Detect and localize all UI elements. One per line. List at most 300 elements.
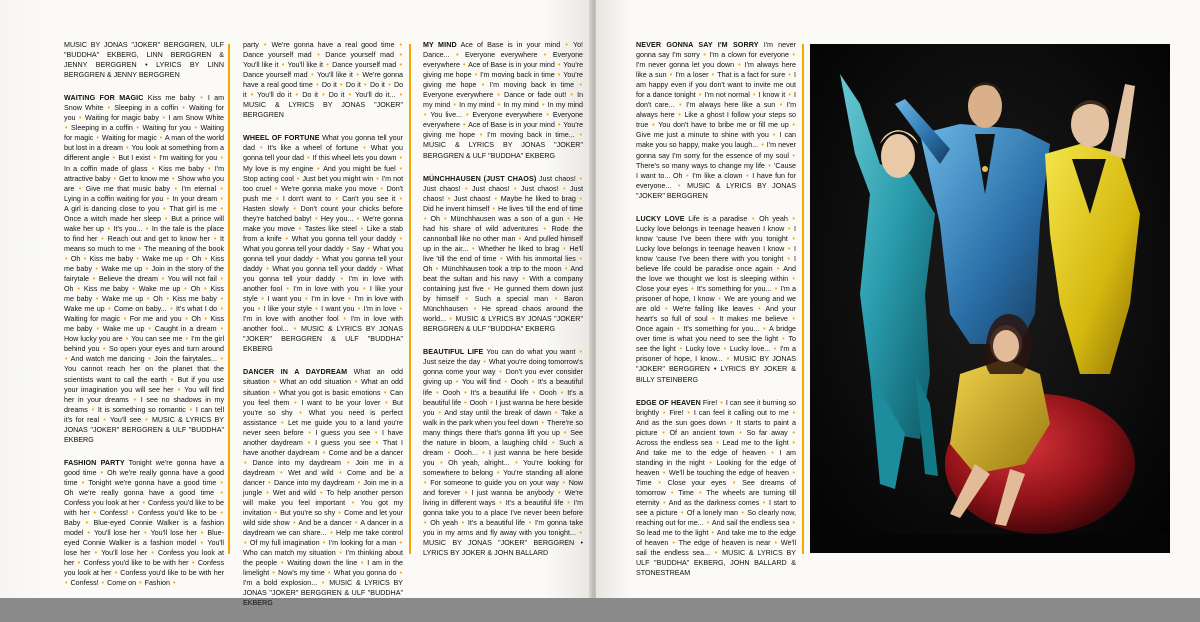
separator-dot: • (148, 325, 151, 334)
separator-dot: • (662, 408, 666, 417)
separator-dot: • (87, 529, 91, 538)
lyric-line: A man of the world but lost in a dream (64, 134, 225, 153)
separator-dot: • (132, 285, 135, 294)
separator-dot: • (424, 519, 427, 528)
separator-dot: • (706, 519, 710, 528)
separator-dot: • (328, 569, 331, 578)
lyric-line: Oh (64, 285, 74, 294)
lyric-line: Of a lonely man (686, 509, 738, 518)
separator-dot: • (144, 529, 147, 538)
separator-dot: • (145, 415, 148, 424)
lyric-line: Oooh... (454, 448, 478, 457)
separator-dot: • (679, 101, 682, 110)
lyric-line: You'll like it (243, 61, 279, 70)
lyric-line: Confess you look at her (64, 549, 225, 568)
separator-dot: • (96, 134, 99, 143)
song-credits: MUSIC & LYRICS BY JONAS "JOKER" BERGGREN & ULF "BUDDHA" EKBERG (423, 315, 583, 334)
separator-dot: • (788, 71, 791, 80)
separator-dot: • (133, 395, 136, 404)
separator-dot: • (492, 204, 495, 213)
separator-dot: • (788, 91, 791, 100)
separator-dot: • (776, 264, 780, 273)
lyric-line: I'm the girl behind you (64, 335, 225, 354)
separator-dot: • (114, 569, 118, 578)
separator-dot: • (718, 295, 721, 304)
lyric-line: Such a dream (423, 438, 584, 457)
separator-dot: • (557, 121, 561, 130)
separator-dot: • (383, 388, 387, 397)
lyric-line: In my mind (459, 101, 495, 110)
lyric-line: It is something so romantic (97, 405, 186, 414)
lyric-line: I'm like a clown (692, 171, 743, 180)
separator-dot: • (709, 458, 712, 467)
lyric-line: Fire! (702, 398, 718, 407)
lyric-line: I'm always here like a sun (636, 61, 797, 80)
lyric-line: Everyone everywhere (423, 111, 584, 130)
separator-dot: • (213, 234, 217, 243)
separator-dot: • (194, 124, 197, 133)
separator-dot: • (299, 408, 302, 417)
lyric-line: I'm in love with you (243, 295, 404, 314)
separator-dot: • (792, 315, 796, 324)
lyric-line: I'm eternal (181, 184, 217, 193)
separator-dot: • (257, 305, 261, 314)
lyric-line: I am Snow White (168, 114, 225, 123)
lyric-line: Lead me to the light (722, 438, 789, 447)
song-credits: MUSIC BY JONAS "JOKER" BERGGREN • LYRICS BY JOKER & BILLY STEINBERG (636, 355, 797, 384)
lyric-line: Oh (190, 285, 201, 294)
lyric-line: Hasten slowly (243, 204, 289, 213)
lyric-line: Say (352, 244, 365, 253)
separator-dot: • (146, 295, 150, 304)
song-block (243, 40, 403, 120)
lyric-line: Oooh (469, 398, 488, 407)
separator-dot: • (686, 171, 689, 180)
separator-dot: • (272, 569, 275, 578)
separator-dot: • (482, 448, 485, 457)
lyric-line: Reach out and get to know her (107, 234, 210, 243)
lyric-line: Fire! (669, 408, 684, 417)
lyric-line: For me and you (129, 315, 182, 324)
lyric-line: Kiss me baby (147, 94, 196, 103)
song-block (64, 93, 224, 445)
separator-dot: • (738, 61, 741, 70)
lyric-line: Once a witch made her sleep (64, 214, 161, 223)
lyric-line: In a coffin made of glass (64, 164, 148, 173)
separator-dot: • (399, 164, 403, 173)
separator-dot: • (326, 61, 329, 70)
lyric-line: Now's my time (278, 569, 325, 578)
lyric-line: Dance or fade out! (504, 91, 567, 100)
separator-dot: • (720, 398, 723, 407)
lyric-line: Oh (191, 315, 201, 324)
separator-dot: • (677, 181, 681, 190)
song-credits: MUSIC & LYRICS BY JONAS "JOKER" BERGGREN (636, 181, 796, 200)
lyric-line: I'm never gonna say I'm sorry for the essence of my soul (636, 141, 796, 160)
lyric-line: Do it (345, 81, 361, 90)
lyric-line: Wet and wild (272, 488, 316, 497)
separator-dot: • (136, 254, 139, 263)
separator-dot: • (763, 325, 766, 334)
lyric-line: I start to see a picture (636, 499, 797, 518)
lyric-line: Oh (191, 254, 202, 263)
lyric-line: You live... (430, 111, 462, 120)
separator-dot: • (338, 509, 341, 518)
lyric-line: Sleeping in a coffin (71, 124, 133, 133)
separator-dot: • (261, 295, 264, 304)
lyric-line: I don't want to (282, 194, 332, 203)
separator-dot: • (440, 458, 443, 467)
separator-dot: • (357, 305, 361, 314)
separator-dot: • (281, 418, 284, 427)
separator-dot: • (356, 71, 359, 80)
lyric-line: The edge of heaven is near (678, 539, 771, 548)
song-title: MÜNCHHAUSEN (JUST CHAOS) (423, 174, 537, 183)
separator-dot: • (726, 355, 730, 364)
separator-dot: • (792, 275, 796, 284)
separator-dot: • (273, 378, 276, 387)
separator-dot: • (732, 478, 736, 487)
separator-dot: • (311, 71, 314, 80)
lyric-line: Tonight we're gonna have a good time (88, 478, 217, 487)
lyric-line: But I exist (118, 154, 151, 163)
separator-dot: • (665, 305, 668, 314)
separator-dot: • (346, 458, 350, 467)
separator-dot: • (497, 101, 501, 110)
lyric-line: Oh yeah (430, 519, 458, 528)
lyric-line: And as the sun goes down (636, 418, 726, 427)
lyric-line: I'm always here like a sun (686, 101, 776, 110)
lyric-line: What an odd situation (243, 368, 403, 387)
separator-dot: • (490, 398, 493, 407)
separator-dot: • (723, 345, 727, 354)
separator-dot: • (142, 499, 145, 508)
lyric-line: Confess you'd like to be with her (64, 499, 224, 518)
song-credits: MUSIC & LYRICS BY JONAS "JOKER" BERGGREN & ULF "BUDDHA" EKBERG (243, 579, 404, 608)
lyric-line: Baby (64, 519, 81, 528)
song-block (64, 40, 224, 80)
lyric-line: He lives 'till the end of time (498, 204, 584, 213)
lyric-line: We are young and we are old (636, 295, 797, 314)
lyric-line: I guess you see (315, 438, 371, 447)
lyrics-column-2 (243, 40, 403, 622)
song-credits: MUSIC & LYRICS BY JONAS "JOKER" BERGGREN (243, 101, 403, 120)
separator-dot: • (782, 335, 785, 344)
song-title: NEVER GONNA SAY I'M SORRY (636, 41, 759, 49)
separator-dot: • (712, 315, 715, 324)
separator-dot: • (672, 539, 675, 548)
lyric-line: Confess you'd like to be with her (83, 559, 189, 568)
lyric-line: You're giving me hope (423, 61, 584, 80)
separator-dot: • (107, 104, 111, 113)
separator-dot: • (364, 81, 367, 90)
separator-dot: • (564, 264, 568, 273)
song-credits: MUSIC BY JONAS "JOKER" BERGGREN, ULF "BUDDHA" EKBERG, LINN BERGGREN & JENNY BERGGREN • LYRICS BY LINN BERGGREN & JENNY BERGGREN (64, 41, 224, 80)
lyric-line: You'll do it (257, 91, 292, 100)
lyric-line: Oh yeah, alright... (448, 458, 510, 467)
separator-dot: • (166, 194, 170, 203)
separator-dot: • (78, 184, 82, 193)
lyric-line: And you might be fuel (323, 164, 396, 173)
lyric-line: You will find her in your dreams (64, 385, 225, 404)
lyric-line: Get to know me (118, 174, 170, 183)
separator-dot: • (335, 194, 338, 203)
separator-dot: • (376, 174, 379, 183)
separator-dot: • (455, 378, 459, 387)
lyric-line: Kiss me baby (83, 285, 129, 294)
column-divider (228, 44, 230, 554)
separator-dot: • (172, 174, 175, 183)
lyric-line: To see the light (636, 335, 797, 354)
lyric-line: What you gonna tell your daddy (243, 244, 403, 263)
lyric-line: I'm looking for a man (328, 539, 397, 548)
lyric-line: It's what I do (175, 305, 218, 314)
separator-dot: • (787, 224, 791, 233)
separator-dot: • (220, 509, 223, 518)
lyric-line: Oh (423, 264, 433, 273)
lyric-line: Wake me up (142, 254, 183, 263)
separator-dot: • (294, 398, 297, 407)
separator-dot: • (543, 224, 546, 233)
separator-dot: • (285, 234, 288, 243)
separator-dot: • (170, 375, 174, 384)
separator-dot: • (518, 234, 522, 243)
separator-dot: • (220, 305, 224, 314)
lyric-line: And the love we thought we lost is sleeping within (636, 264, 797, 284)
separator-dot: • (281, 61, 285, 70)
separator-dot: • (95, 264, 98, 273)
lyric-line: Do it (321, 81, 337, 90)
lyric-line: But you're so shy (243, 398, 404, 417)
separator-dot: • (293, 325, 297, 334)
lyric-line: We'll sail the endless sea... (636, 539, 797, 558)
separator-dot: • (139, 579, 142, 588)
lyric-line: I just wanna be here beside you (423, 448, 584, 467)
separator-dot: • (438, 408, 441, 417)
lyric-line: Come and be a dancer (243, 468, 404, 487)
song-block (423, 347, 583, 558)
lyric-line: Time (636, 478, 652, 487)
separator-dot: • (541, 101, 545, 110)
lyric-line: I'm waiting for you (159, 154, 218, 163)
lyric-line: In my mind (423, 91, 584, 110)
separator-dot: • (96, 325, 99, 334)
lyric-line: You can do what you want (486, 348, 576, 357)
lyric-line: Life is a paradise (688, 214, 748, 223)
lyric-line: I want you (321, 305, 355, 314)
separator-dot: • (274, 184, 278, 193)
lyric-line: Maybe he liked to brag (500, 194, 576, 203)
lyric-line: There're so many things there that's gonna lift you up (423, 418, 583, 437)
lyric-line: I am happy even if you don't want to invite me out for a dance tonight (636, 71, 797, 100)
separator-dot: • (579, 131, 582, 140)
separator-dot: • (108, 305, 111, 314)
separator-dot: • (185, 315, 188, 324)
lyric-line: You'll like it (287, 61, 323, 70)
separator-dot: • (560, 388, 564, 397)
lyric-line: I just wanna be here beside you (423, 398, 583, 417)
separator-dot: • (296, 174, 300, 183)
lyric-line: I'm in love with another fool... (243, 315, 404, 334)
separator-dot: • (184, 285, 187, 294)
separator-dot: • (652, 121, 655, 130)
separator-dot: • (191, 559, 195, 568)
separator-dot: • (355, 519, 358, 528)
separator-dot: • (579, 529, 583, 538)
lyric-line: And stay until the break of dawn (444, 408, 552, 417)
separator-dot: • (375, 438, 379, 447)
lyric-line: Hey you... (320, 214, 354, 223)
separator-dot: • (153, 154, 156, 163)
lyric-line: Oooh (510, 378, 529, 387)
lyric-line: We're gonna have a real good time (243, 71, 404, 90)
lyric-line: Do it (243, 81, 404, 100)
separator-dot: • (772, 131, 776, 140)
separator-dot: • (424, 214, 427, 223)
lyric-line: I can feel it calling out to me (693, 408, 789, 417)
lyric-line: Just chaos! (520, 184, 559, 193)
separator-dot: • (663, 499, 666, 508)
lyric-line: Rode the cannonball like no other man (423, 224, 583, 243)
lyric-line: Dance yourself mad (325, 51, 394, 60)
song-block (423, 174, 583, 335)
separator-dot: • (741, 509, 744, 518)
separator-dot: • (436, 388, 439, 397)
lyric-line: Don't count your chicks before they're hatched baby! (243, 204, 404, 223)
lyric-line: What an odd situation (279, 378, 351, 387)
separator-dot: • (189, 405, 193, 414)
lyric-line: We're gonna make you move (243, 214, 404, 233)
separator-dot: • (95, 295, 99, 304)
separator-dot: • (220, 275, 224, 284)
separator-dot: • (315, 214, 318, 223)
lyric-line: Sleeping in a coffin (114, 104, 179, 113)
lyric-line: Looking for the edge of heaven (636, 458, 797, 477)
lyric-line: Do it (328, 91, 345, 100)
separator-dot: • (159, 134, 163, 143)
separator-dot: • (449, 315, 452, 324)
separator-dot: • (363, 144, 366, 153)
lyric-line: That is a fact for sure (717, 71, 786, 80)
song-block (423, 40, 583, 161)
separator-dot: • (567, 214, 570, 223)
separator-dot: • (444, 214, 447, 223)
separator-dot: • (461, 519, 465, 528)
lyric-line: I am in the limelight (243, 559, 404, 578)
separator-dot: • (307, 438, 311, 447)
lyric-line: Yo! Dance... (423, 41, 584, 60)
lyric-line: Kiss me baby (64, 254, 225, 273)
separator-dot: • (340, 81, 343, 90)
separator-dot: • (77, 559, 81, 568)
separator-dot: • (465, 184, 468, 193)
separator-dot: • (792, 214, 795, 223)
lyric-line: Wake me up (102, 295, 144, 304)
separator-dot: • (532, 388, 536, 397)
lyric-line: Blue-eyed Connie Walker is a fashion model (64, 529, 224, 548)
lyric-line: He gunned them down just by himself (423, 285, 584, 304)
separator-dot: • (543, 51, 547, 60)
lyric-line: A bridge over time is what you need to see the light (636, 325, 797, 344)
lyric-line: You will find (461, 378, 501, 387)
lyric-line: Wake me up (64, 305, 105, 314)
lyric-line: Just chaos! (538, 174, 576, 183)
separator-dot: • (65, 254, 68, 263)
separator-dot: • (388, 81, 391, 90)
lyric-line: What you're doing tomorrow's gonna come your way (423, 358, 583, 377)
separator-dot: • (662, 428, 665, 437)
lyric-line: Ace of Base is in your mind (468, 61, 555, 70)
separator-dot: • (658, 478, 661, 487)
lyric-line: I want you (267, 295, 302, 304)
separator-dot: • (305, 295, 308, 304)
separator-dot: • (100, 468, 103, 477)
separator-dot: • (164, 214, 168, 223)
separator-dot: • (563, 244, 566, 253)
lyric-line: Confess you look at her (64, 499, 140, 508)
separator-dot: • (515, 458, 518, 467)
separator-dot: • (292, 519, 296, 528)
separator-dot: • (322, 539, 326, 548)
separator-dot: • (711, 71, 715, 80)
separator-dot: • (483, 358, 486, 367)
separator-dot: • (177, 385, 181, 394)
lyric-line: And watch me dancing (70, 355, 145, 364)
song-credits: MUSIC BY JONAS "JOKER" BERGGREN • LYRICS BY JOKER & JOHN BALLARD (423, 539, 583, 558)
separator-dot: • (263, 41, 267, 49)
separator-dot: • (399, 51, 402, 60)
lyric-line: With a company containing just five (423, 275, 583, 294)
separator-dot: • (322, 448, 326, 457)
lyric-line: I want to be your lover (301, 398, 381, 407)
lyric-line: Kiss me baby (64, 315, 225, 334)
separator-dot: • (125, 335, 129, 344)
lyric-line: I'm moving back in time... (487, 131, 575, 140)
separator-dot: • (462, 61, 466, 70)
lyric-line: In your dream (172, 194, 218, 203)
lyric-line: Kiss me baby (172, 295, 217, 304)
separator-dot: • (286, 285, 289, 294)
song-block (636, 40, 796, 201)
separator-dot: • (65, 579, 68, 588)
lyric-line: Don't you ever consider giving up (423, 368, 583, 387)
separator-dot: • (497, 91, 500, 100)
lyric-line: You'll lose her (64, 539, 224, 558)
separator-dot: • (94, 549, 98, 558)
separator-dot: • (554, 295, 558, 304)
lyric-line: Such a special man (474, 295, 549, 304)
separator-dot: • (552, 438, 555, 447)
lyric-line: Lucky love... (729, 345, 771, 354)
separator-dot: • (182, 104, 185, 113)
lyric-line: Waiting for you (142, 124, 191, 133)
lyric-line: I'm not normal (704, 91, 750, 100)
separator-dot: • (162, 114, 165, 123)
song-credits: MUSIC & LYRICS BY ULF "BUDDHA" EKBERG, JOHN BALLARD & STONESTREAM (636, 549, 797, 578)
lyric-line: Join the fairytales... (154, 355, 217, 364)
separator-dot: • (678, 111, 681, 120)
lyric-line: I can tell it's for real (64, 405, 225, 424)
lyric-line: We're falling like leaves (672, 305, 754, 314)
lyric-line: Waiting for magic baby (85, 114, 159, 123)
lyric-line: What you need is perfect assistance (243, 408, 403, 427)
lyric-line: I have fun for everyone... (636, 171, 796, 190)
separator-dot: • (330, 529, 333, 538)
separator-dot: • (768, 161, 771, 170)
separator-dot: • (399, 539, 403, 548)
lyric-line: Oooh (539, 388, 557, 397)
lyric-line: I'm in love with you (293, 285, 359, 294)
